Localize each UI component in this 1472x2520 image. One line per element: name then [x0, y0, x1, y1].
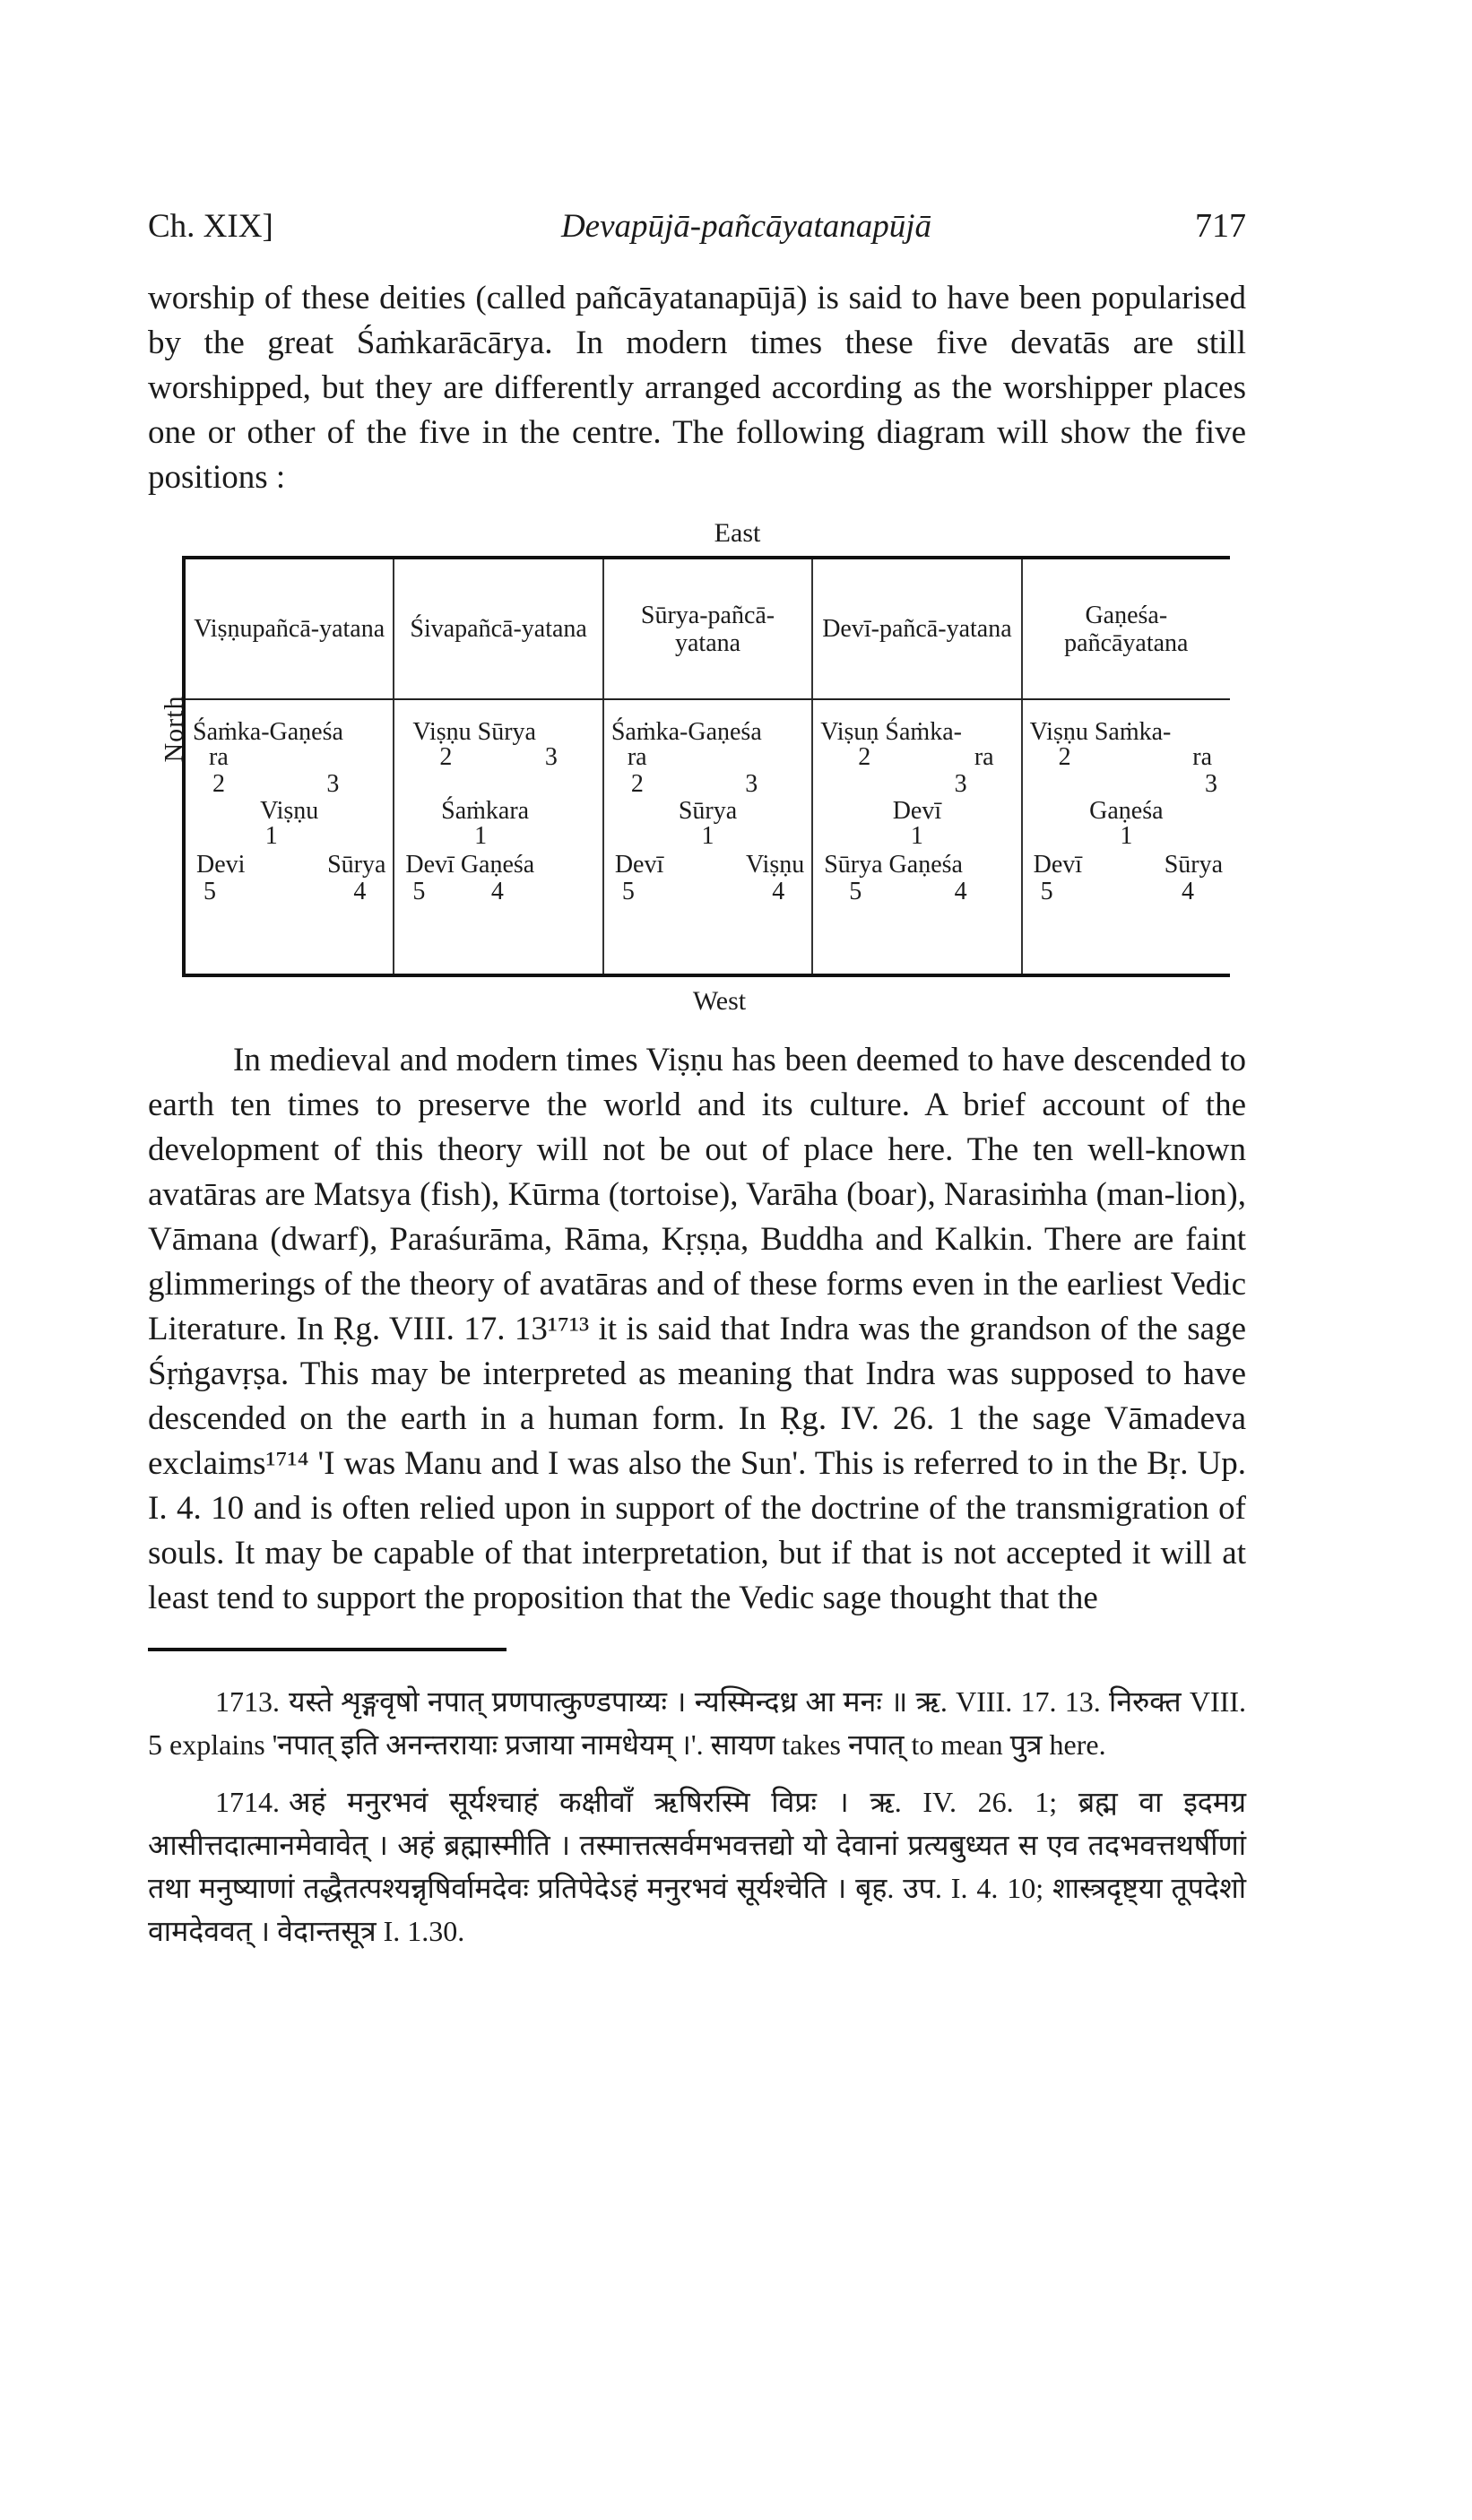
cell-bottom-right: Sūrya: [327, 851, 386, 879]
header-surya: Sūrya-pañcā-yatana: [604, 559, 813, 698]
cell-center: Sūrya: [678, 797, 738, 825]
direction-east: East: [714, 518, 761, 548]
cell-center: Viṣṇu: [260, 797, 319, 825]
book-page: [148, 206, 1246, 1967]
cell-bottom-right: Sūrya: [1164, 851, 1224, 879]
cell-center: Devī: [892, 797, 942, 825]
cell-num-5: 5: [412, 878, 426, 905]
cell-num-3: 3: [1205, 770, 1218, 798]
footnote-1714: [148, 1780, 1246, 1953]
cell-num-3: 3: [326, 770, 340, 798]
cell-num-4: 4: [954, 878, 967, 905]
cell-top: Viṣṇu Sūrya: [412, 718, 536, 746]
cell-sub: ra: [627, 743, 647, 771]
cell-num-3: 3: [544, 743, 558, 771]
footnote-number: 1714.: [215, 1786, 280, 1818]
cell-num-2: 2: [439, 743, 453, 771]
footnote-number: 1713.: [215, 1685, 280, 1718]
cell-num-1: 1: [474, 822, 488, 850]
cell-bottom-left: Devī: [1033, 851, 1083, 879]
header-ganesha: Gaṇeśa-pañcāyatana: [1064, 601, 1189, 657]
diagram-body-row: [186, 700, 1230, 974]
footnote-text: अहं मनुरभवं सूर्यश्चाहं कक्षीवाँ ऋषिरस्मि विप्रः । ऋ. IV. 26. 1; ब्रह्म वा इदमग्र आसीत्तदात्मानमेवावेत् । अहं ब्रह्मास्मीति । तस्मात्तत्सर्वमभवत्तद्यो यो देवानां प्रत्यबुध्यत स एव तदभवत्तथर्षीणां तथा मनुष्याणां तद्धैतत्पश्यन्नृषिर्वामदेवः प्रतिपेदेऽहं मनुरभवं सूर्यश्चेति । बृह. उप. I. 4. 10; शास्त्रदृष्ट्या तूपदेशो वामदेववत् । वेदान्तसूत्र I. 1.30.: [148, 1786, 1246, 1947]
cell-num-2: 2: [858, 743, 871, 771]
footnote-text: यस्ते शृङ्गवृषो नपात् प्रणपात्कुण्डपाय्यः । न्यस्मिन्दध्र आ मनः ॥ ऋ. VIII. 17. 13. निरुक्त VIII. 5 explains 'नपात् इति अनन्तरायाः प्रजाया नामधेयम् ।'. सायण takes नपात् to mean पुत्र here.: [148, 1685, 1246, 1761]
cell-bottom-left: Devi: [196, 851, 246, 879]
intro-paragraph: worship of these deities (called pañcāyatanapūjā) is said to have been popularised by the great Śaṁkarācārya. In modern times these five devatās are still worshipped, but they are differently arranged according as the worshipper places one or other of the five in the centre. The following diagram will show the five positions :: [148, 280, 1246, 496]
cell-top: Śaṁka-Gaṇeśa: [193, 718, 343, 746]
cell-center: Śaṁkara: [441, 797, 530, 825]
running-title: Devapūjā-pañcāyatanapūjā: [560, 208, 932, 245]
cell-bottom-left: Devī Gaṇeśa: [405, 851, 535, 879]
cell-sub: ra: [974, 743, 994, 771]
diagram-header-row: [186, 559, 1230, 700]
cell-bottom-left: Devī: [614, 851, 664, 879]
cell-top: Śaṁka-Gaṇeśa: [610, 718, 762, 746]
cell-num-5: 5: [1040, 878, 1053, 905]
cell-num-2: 2: [1058, 743, 1071, 771]
cell-num-2: 2: [630, 770, 644, 798]
page-header: [148, 206, 1246, 246]
cell-num-3: 3: [954, 770, 967, 798]
cell-num-3: 3: [745, 770, 758, 798]
cell-num-1: 1: [910, 822, 923, 850]
cell-num-1: 1: [1120, 822, 1133, 850]
cell-ganesha: [1023, 700, 1230, 974]
direction-west: West: [692, 986, 747, 1016]
header-shiva: Śivapañcā-yatana: [394, 559, 603, 698]
chapter-label: Ch. XIX]: [148, 208, 273, 245]
pancayatana-diagram: [148, 518, 1246, 1017]
header-devi: Devī-pañcā-yatana: [813, 559, 1022, 698]
cell-num-4: 4: [490, 878, 504, 905]
main-paragraph: In medieval and modern times Viṣṇu has been deemed to have descended to earth ten times to preserve the world and its culture. A brief account of the development of this theory will not be out of place here. The ten well-known avatāras are Matsya (fish), Kūrma (tortoise), Varāha (boar), Narasiṁha (man-lion), Vāmana (dwarf), Paraśurāma, Rāma, Kṛṣṇa, Buddha and Kalkin. There are faint glimmerings of the theory of avatāras and of these forms even in the earliest Vedic Literature. In Ṛg. VIII. 17. 13¹⁷¹³ it is said that Indra was the grandson of the sage Śṛṅgavṛṣa. This may be interpreted as meaning that Indra was supposed to have descended on the earth in a human form. In Ṛg. IV. 26. 1 the sage Vāmadeva exclaims¹⁷¹⁴ 'I was Manu and I was also the Sun'. This is referred to in the Bṛ. Up. I. 4. 10 and is often relied upon in support of the doctrine of the transmigration of souls. It may be capable of that interpretation, but if that is not accepted it will at least tend to support the proposition that the Vedic sage thought that the: [148, 1042, 1246, 1616]
cell-sub: ra: [209, 743, 229, 771]
cell-num-1: 1: [701, 822, 714, 850]
cell-devi: [813, 700, 1022, 974]
cell-num-5: 5: [621, 878, 635, 905]
cell-num-2: 2: [212, 770, 225, 798]
cell-num-5: 5: [849, 878, 862, 905]
cell-num-4: 4: [772, 878, 785, 905]
footnote-divider: [148, 1648, 507, 1651]
cell-shiva: [394, 700, 603, 974]
cell-num-4: 4: [1182, 878, 1195, 905]
page-number: 717: [1195, 207, 1246, 245]
cell-bottom-right: Viṣṇu: [746, 851, 805, 879]
cell-num-5: 5: [203, 878, 216, 905]
footnote-1713: [148, 1680, 1246, 1766]
cell-center: Gaṇeśa: [1089, 797, 1164, 825]
cell-top: Viṣṇu Saṁka-: [1029, 718, 1172, 746]
header-vishnu: Viṣṇupañcā-yatana: [186, 559, 394, 698]
direction-north: North: [159, 695, 189, 763]
cell-num-4: 4: [353, 878, 367, 905]
cell-num-1: 1: [264, 822, 278, 850]
diagram-table: [182, 556, 1230, 977]
cell-bottom-left: Sūrya Gaṇeśa: [824, 851, 963, 879]
cell-sub: ra: [1192, 743, 1213, 771]
cell-top: Viṣuṇ Śaṁka-: [820, 718, 962, 746]
cell-surya: [604, 700, 813, 974]
